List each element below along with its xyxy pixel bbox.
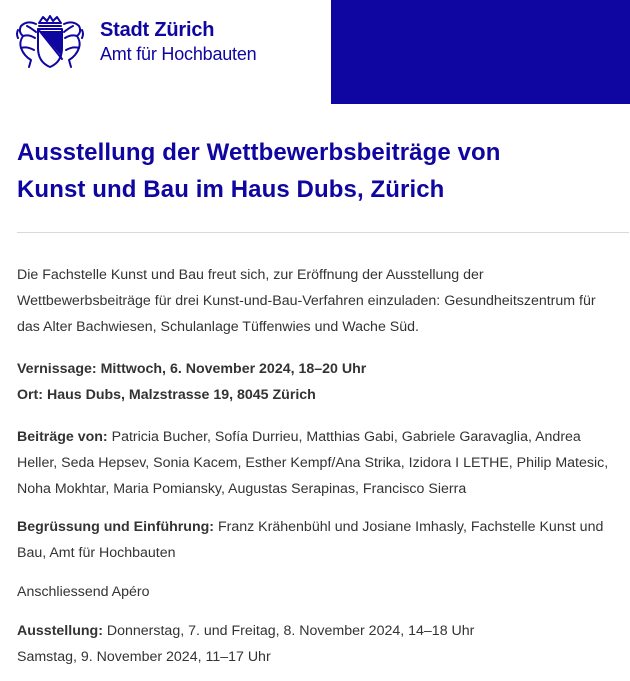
header-color-block [331, 0, 630, 104]
org-name[interactable]: Stadt Zürich [100, 19, 215, 41]
event-details [17, 356, 617, 408]
contributors-paragraph [17, 424, 617, 502]
location-line: Ort: Haus Dubs, Malzstrasse 19, 8045 Zürich [17, 387, 316, 403]
contributors-list: Patricia Bucher, Sofía Durrieu, Matthias Gabi, Gabriele Garavaglia, Andrea Heller, Seda Hepsev, Sonia Kacem, Esther Kempf/Ana Strika, Izidora I LETHE, Philip Matesic, Noha Mokhtar, Maria Pomiansky, Augustas Serapinas, Francisco Sierra [17, 429, 609, 497]
exhibition-label: Ausstellung: [17, 623, 103, 639]
exhibition-paragraph [17, 618, 617, 670]
exhibition-dates-1: Donnerstag, 7. und Freitag, 8. November 2024, 14–18 Uhr [102, 623, 475, 639]
exhibition-dates-2: Samstag, 9. November 2024, 11–17 Uhr [17, 649, 271, 665]
page-title [17, 134, 617, 208]
zurich-coat-of-arms-icon[interactable] [15, 14, 85, 70]
title-line-2: Kunst und Bau im Haus Dubs, Zürich [17, 176, 445, 203]
apero-line: Anschliessend Apéro [17, 584, 150, 600]
org-identity [100, 19, 256, 66]
email-body [17, 262, 617, 670]
org-department[interactable]: Amt für Hochbauten [100, 44, 257, 64]
title-line-1: Ausstellung der Wettbewerbsbeiträge von [17, 139, 501, 166]
header [0, 0, 630, 104]
vernissage-line: Vernissage: Mittwoch, 6. November 2024, 18–20 Uhr [17, 361, 367, 377]
welcome-text: Franz Krähenbühl und Josiane Imhasly, Fachstelle Kunst und Bau, Amt für Hochbauten [17, 519, 604, 561]
divider [17, 232, 629, 233]
welcome-label: Begrüssung und Einführung: [17, 519, 215, 535]
contributors-label: Beiträge von: [17, 429, 108, 445]
intro-paragraph: Die Fachstelle Kunst und Bau freut sich, zur Eröffnung der Ausstellung der Wettbewerbsbeiträge für drei Kunst-und-Bau-Verfahren einzuladen: Gesundheitszentrum für das Alter Bachwiesen, Schulanlage Tüffenwies und Wache Süd. [17, 267, 596, 335]
welcome-paragraph [17, 514, 617, 566]
